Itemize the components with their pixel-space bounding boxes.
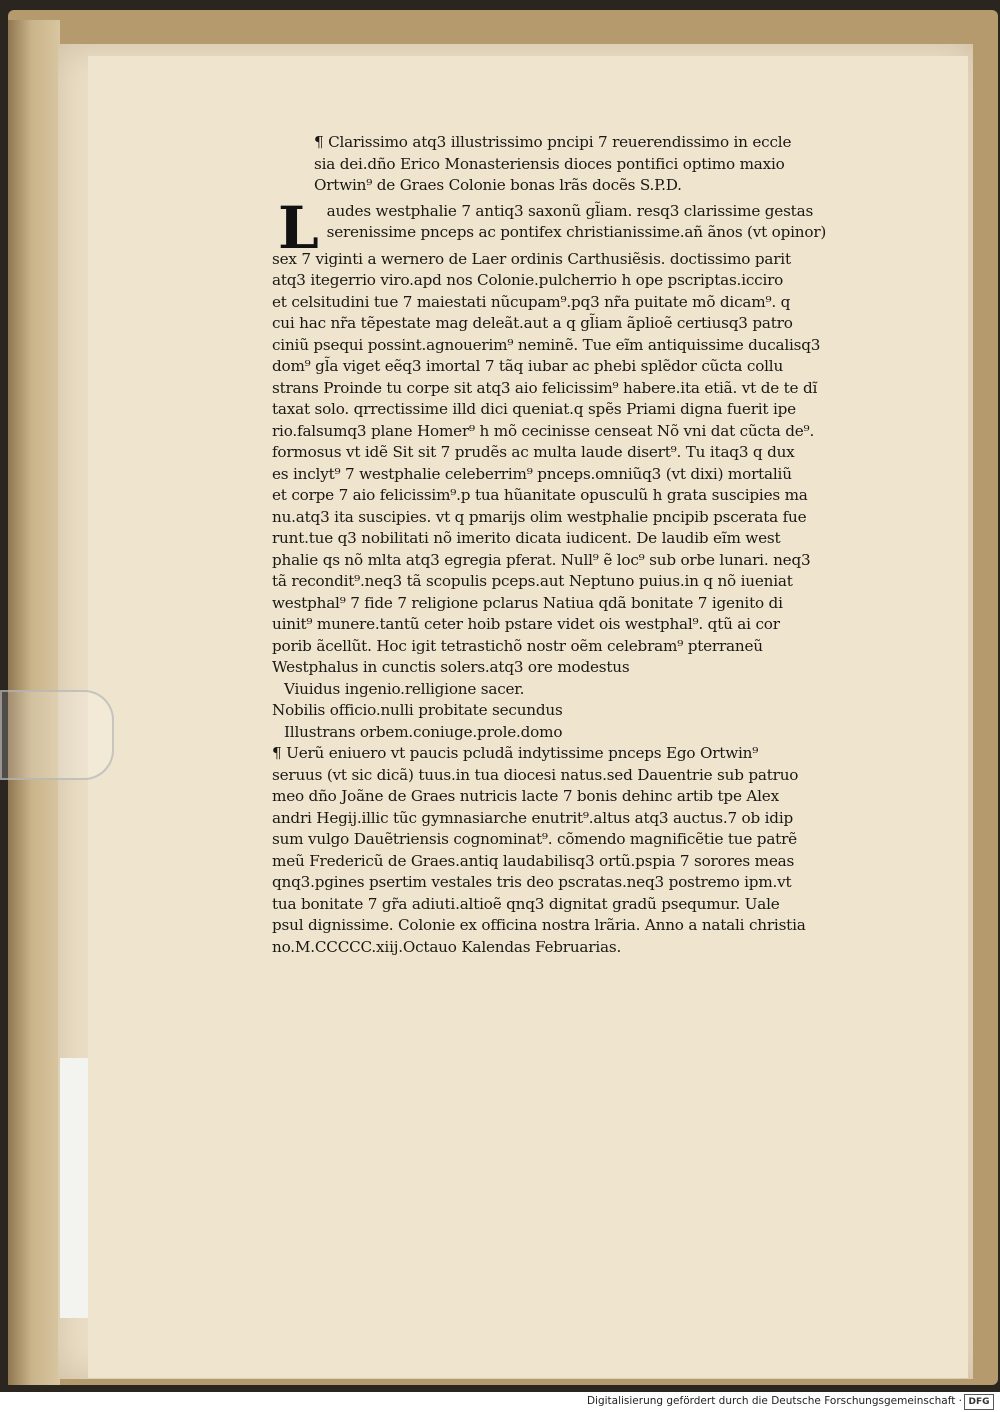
dfg-logo: DFG [964,1394,994,1410]
body-line: rio.falsumq3 plane Homer⁹ h mõ cecinisse censeat Nõ vni dat cũcta de⁹. [272,421,815,440]
digitization-footer [0,1392,1000,1412]
body-line: tã recondit⁹.neq3 tã scopulis pceps.aut Neptuno puius.in q nõ iueniat [272,572,793,590]
verse-line: Illustrans orbem.coniuge.prole.domo [284,722,563,741]
body-line: porib ãcellũt. Hoc igit tetrastichõ nostr oẽm celebram⁹ pterraneũ [272,636,763,655]
closing-line: tua bonitate 7 gr̃a adiuti.altioẽ qnq3 dignitat gradũ psequmur. Uale [272,894,780,913]
closing-line: qnq3.pgines psertim vestales tris deo pscratas.neq3 postremo ipm.vt [272,873,792,891]
body-line: serenissime pnceps ac pontifex christianissime.añ ãnos (vt opinor) [326,223,827,241]
body-line: dom⁹ gl̃a viget eẽq3 imortal 7 tãq iubar ac phebi splẽdor cũcta collu [272,357,784,375]
verse-line: Viuidus ingenio.relligione sacer. [284,679,525,698]
closing-line: meũ Fredericũ de Graes.antiq laudabilisq3 ortũ.pspia 7 sorores meas [272,851,795,870]
funding-credit: Digitalisierung gefördert durch die Deutsche Forschungsgemeinschaft · [586,1395,962,1407]
body-line: cui hac nr̃a tẽpestate mag deleãt.aut a q gl̃iam ãplioẽ certiusq3 patro [272,314,793,332]
verse-line: Westphalus in cunctis solers.atq3 ore modestus [272,658,630,676]
shelf-label-strip [60,1058,88,1318]
body-line: taxat solo. qrrectissime illd dici queniat.q spẽs Priami digna fuerit ipe [272,400,796,418]
body-line: et corpe 7 aio felicissim⁹.p tua hũanitate opusculũ h grata suscipies ma [272,486,808,504]
header-line: sia dei.dño Erico Monasteriensis dioces pontifici optimo maxio [314,154,785,173]
closing-line: meo dño Joãne de Graes nutricis lacte 7 bonis dehinc artib tpe Alex [272,787,779,805]
header-line: Ortwin⁹ de Graes Colonie bonas lrãs docẽs S.P.D. [314,176,682,194]
closing-line: andri Hegij.illic tũc gymnasiarche enutrit⁹.altus atq3 auctus.7 ob idip [272,808,794,827]
decorated-initial: L [278,193,319,262]
body-line: es inclyt⁹ 7 westphalie celeberrim⁹ pnceps.omniũq3 (vt dixi) mortaliũ [272,464,792,483]
closing-line: ¶ Uerũ eniuero vt paucis pcludã indytissime pnceps Ego Ortwin⁹ [272,744,759,762]
body-line: runt.tue q3 nobilitati nõ imerito dicata iudicent. De laudib eĩm west [272,529,781,547]
header-line: ¶ Clarissimo atq3 illustrissimo pncipi 7 reuerendissimo in eccle [314,133,792,151]
body-line: et celsitudini tue 7 maiestati nũcupam⁹.pq3 nr̃a puitate mõ dicam⁹. q [272,292,791,311]
closing-line: seruus (vt sic dicã) tuus.in tua diocesi natus.sed Dauentrie sub patruo [272,765,799,784]
closing-line: no.M.CCCCC.xiij.Octauo Kalendas Februarias. [272,937,622,956]
body-line: atq3 itegerrio viro.apd nos Colonie.pulcherrio h ope pscriptas.icciro [272,271,784,289]
page-clip [0,690,114,780]
body-line: audes westphalie 7 antiq3 saxonũ gl̃iam. resq3 clarissime gestas [326,201,814,220]
body-line: nu.atq3 ita suscipies. vt q pmarijs olim westphalie pncipib pscerata fue [272,507,807,526]
body-line: strans Proinde tu corpe sit atq3 aio felicissim⁹ habere.ita etiã. vt de te dĩ [272,378,818,397]
body-line: uinit⁹ munere.tantũ ceter hoib pstare videt ois westphal⁹. qtũ ai cor [272,615,780,633]
body-line: phalie qs nõ mlta atq3 egregia pferat. Null⁹ ẽ loc⁹ sub orbe lunari. neq3 [272,550,811,569]
printed-text-block [272,132,858,958]
verse-line: Nobilis officio.nulli probitate secundus [272,701,563,719]
body-line: ciniũ psequi possint.agnouerim⁹ neminẽ. Tue eĩm antiquissime ducalisq3 [272,335,821,354]
body-line: sex 7 viginti a wernero de Laer ordinis Carthusiẽsis. doctissimo parit [272,249,791,268]
closing-line: sum vulgo Dauẽtriensis cognominat⁹. cõmendo magnificẽtie tue patrẽ [272,830,797,848]
body-line: westphal⁹ 7 fide 7 religione pclarus Natiua qdã bonitate 7 igenito di [272,593,783,612]
body-line: formosus vt idẽ Sit sit 7 prudẽs ac multa laude disert⁹. Tu itaq3 q dux [272,443,795,461]
closing-line: psul dignissime. Colonie ex officina nostra lrãria. Anno a natali christia [272,916,806,934]
